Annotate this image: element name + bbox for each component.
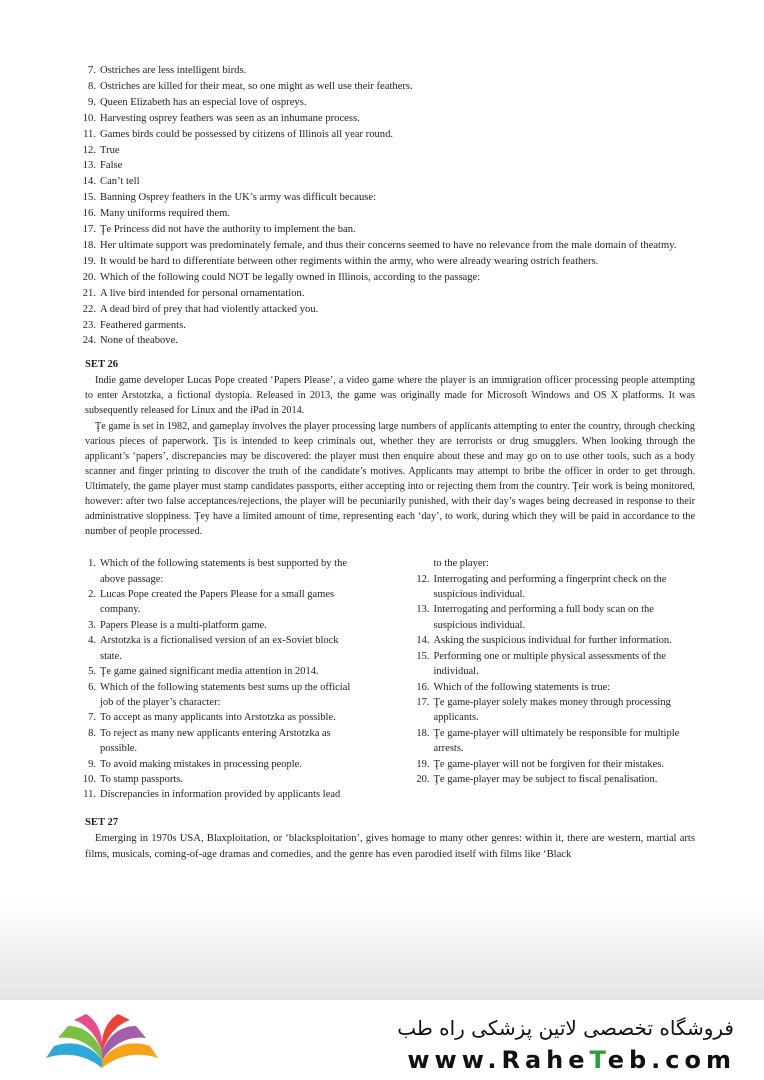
list-item [87, 618, 362, 633]
set-27-title: SET 27 [85, 816, 119, 828]
url-accent: T [589, 1046, 608, 1074]
item-number: 12. [416, 573, 430, 585]
questions-left-column [82, 556, 362, 803]
item-number: 15. [416, 650, 430, 662]
item-number: 1. [88, 558, 96, 570]
list-item [82, 158, 695, 174]
item-text: To avoid making mistakes in processing people. [100, 758, 302, 770]
set-26-paragraph-2: Ţe game is set in 1982, and gameplay involves the player processing large numbers of applicants attempting to enter the country, through checking various pieces of paperwork. Ţis is intended to keep criminals out, whether they are terrorists or drug smugglers. When looking through the applicant’s ‘papers’, discrepancies may be discovered: the player must then enquire about these and may go on to use other tools, such as a body scanner and finger printing to discover the truth of the candidate’s motives. Applicants may attempt to bribe the officer in order to get through. Ultimately, the game player must stamp candidates passports, either accepting into or rejecting them from the country. Ţeir work is being monitored, however: after two false acceptances/rejections, the player will be pecuniarily punished, with their day’s wages being decreased in response to their administrative sloppiness. Ţey have a limited amount of time, representing each ‘day’, to work, during which they will be paid in accordance to the number of people processed. [85, 420, 695, 538]
list-item [87, 556, 362, 587]
item-text: Can’t tell [100, 176, 140, 188]
list-item [416, 602, 696, 633]
continued-question-text: to the player: [433, 558, 489, 570]
item-number: 14. [82, 176, 96, 188]
list-item [82, 174, 695, 190]
item-number: 24. [82, 335, 96, 347]
list-item [82, 254, 695, 270]
list-item [416, 757, 696, 772]
item-number: 8. [88, 727, 96, 739]
list-item [82, 772, 362, 787]
item-text: A dead bird of prey that had violently attacked you. [100, 303, 319, 315]
list-item [82, 190, 695, 206]
url-part: eb.com [607, 1046, 736, 1074]
item-text: False [100, 160, 123, 172]
item-number: 15. [82, 192, 96, 204]
list-item [82, 206, 695, 222]
item-number: 19. [416, 758, 430, 770]
item-text: Ţe Princess did not have the authority to implement the ban. [100, 224, 356, 236]
item-text: Her ultimate support was predominately female, and thus their concerns seemed to have no relevance from the male domain of theatmy. [100, 239, 677, 251]
list-item [82, 238, 695, 254]
list-item [83, 787, 362, 802]
shop-name: فروشگاه تخصصی لاتین پزشکی راه طب [397, 1016, 734, 1040]
item-number: 13. [416, 604, 430, 616]
question-list-top [82, 63, 695, 349]
list-item [82, 143, 695, 159]
item-number: 12. [82, 144, 96, 156]
item-text: It would be hard to differentiate between other regiments within the army, who were already wearing ostrich feathers. [100, 255, 599, 267]
item-number: 10. [82, 112, 96, 124]
item-text: Arstotzka is a fictionalised version of an ex-Soviet block state. [100, 635, 339, 662]
set-26-paragraph-1: Indie game developer Lucas Pope created ‘Papers Please’, a video game where the player is an immigration officer processing people attempting to enter Arstotzka, a fictional dystopia. Released in 2013, the game was originally made for Microsoft Windows and OS X platforms. It was subsequently released for Linux and the iPad in 2014. [85, 375, 695, 417]
list-item [87, 587, 362, 618]
list-item [87, 680, 362, 711]
item-text: Performing one or multiple physical assessments of the individual. [433, 650, 666, 678]
item-number: 18. [416, 727, 430, 739]
item-text: None of theabove. [100, 335, 178, 347]
list-item [87, 710, 362, 725]
item-text: Interrogating and performing a full body scan on the suspicious individual. [433, 604, 654, 631]
set-26-questions [82, 556, 695, 803]
item-number: 13. [82, 160, 96, 172]
item-text: Which of the following statements best sums up the official job of the player’s character: [100, 681, 351, 708]
item-number: 23. [82, 319, 96, 331]
list-item [87, 726, 362, 757]
item-number: 17. [82, 224, 96, 236]
item-text: Ostriches are less intelligent birds. [100, 65, 247, 76]
item-number: 21. [82, 287, 96, 299]
item-text: Asking the suspicious individual for further information. [433, 635, 672, 647]
list-item [416, 572, 696, 603]
item-text: To accept as many applicants into Arstotzka as possible. [100, 712, 336, 724]
item-number: 7. [88, 65, 96, 76]
item-text: Ţe game-player will ultimately be responsible for multiple arrests. [433, 727, 680, 755]
item-number: 18. [82, 239, 96, 251]
item-number: 11. [83, 128, 96, 140]
list-item [87, 757, 362, 772]
list-item [85, 127, 695, 143]
item-number: 19. [82, 255, 96, 267]
item-text: True [100, 144, 120, 156]
item-number: 8. [88, 80, 96, 92]
item-text: Interrogating and performing a fingerprint check on the suspicious individual. [433, 573, 667, 601]
item-text: A live bird intended for personal ornamentation. [100, 287, 305, 299]
item-number: 10. [82, 773, 96, 785]
item-text: Papers Please is a multi-platform game. [100, 619, 267, 631]
item-text: Ţe game-player may be subject to fiscal penalisation. [433, 773, 658, 785]
item-text: Ostriches are killed for their meat, so one might as well use their feathers. [100, 80, 413, 92]
item-text: Which of the following statements is true: [433, 681, 611, 693]
item-text: Discrepancies in information provided by applicants lead [100, 789, 341, 801]
item-number: 2. [88, 589, 96, 601]
item-text: Queen Elizabeth has an especial love of ospreys. [100, 96, 307, 108]
list-item [416, 649, 696, 680]
item-number: 22. [82, 303, 96, 315]
item-number: 20. [82, 271, 96, 283]
list-item [87, 633, 362, 664]
item-number: 16. [416, 681, 430, 693]
item-number: 7. [88, 712, 96, 724]
item-text: Banning Osprey feathers in the UK’s army was difficult because: [100, 192, 377, 204]
item-text: To reject as many new applicants entering Arstotzka as possible. [100, 727, 331, 755]
list-item [416, 772, 696, 787]
list-item [416, 633, 696, 648]
item-number: 11. [83, 789, 96, 801]
shop-url [407, 1046, 736, 1074]
item-text: Games birds could be possessed by citizens of Illinois all year round. [100, 128, 394, 140]
list-item [82, 270, 695, 286]
url-part: www. [407, 1046, 502, 1074]
url-part: Rahe [501, 1046, 590, 1074]
item-text: Ţe game gained significant media attention in 2014. [100, 666, 319, 678]
list-item [416, 726, 696, 757]
book-logo-icon [40, 1010, 165, 1077]
item-number: 17. [416, 696, 430, 708]
list-item [82, 222, 695, 238]
item-text: Many uniforms required them. [100, 208, 231, 220]
list-item [82, 111, 695, 127]
list-item [416, 695, 696, 726]
list-item [85, 95, 695, 111]
item-text: Harvesting osprey feathers was seen as an inhumane process. [100, 112, 360, 124]
item-text: Which of the following statements is best supported by the above passage: [100, 558, 347, 585]
list-item [82, 318, 695, 334]
item-number: 14. [416, 635, 430, 647]
item-number: 16. [82, 208, 96, 220]
item-number: 6. [88, 681, 96, 693]
item-text: Lucas Pope created the Papers Please for a small games company. [100, 589, 335, 616]
item-text: Ţe game-player will not be forgiven for their mistakes. [433, 758, 664, 770]
item-text: Ţe game-player solely makes money through processing applicants. [433, 696, 671, 724]
list-item [82, 286, 695, 302]
item-text: Which of the following could NOT be legally owned in Illinois, according to the passage: [100, 271, 481, 283]
set-27-paragraph-1: Emerging in 1970s USA, Blaxploitation, or ‘blacksploitation’, gives homage to many other genres: within it, there are western, martial arts films, musicals, coming-of-age dramas and comedies, and the genre has even parodied itself with films like ‘Black [85, 832, 695, 860]
set-26-title: SET 26 [85, 359, 119, 371]
list-item [87, 664, 362, 679]
list-item [82, 333, 695, 349]
list-item [85, 79, 695, 95]
question-list-left [82, 556, 362, 803]
item-number: 20. [416, 773, 430, 785]
list-item [416, 680, 696, 695]
questions-right-column [416, 556, 696, 803]
list-item [82, 302, 695, 318]
page-content [82, 63, 695, 862]
item-number: 4. [88, 635, 96, 647]
item-text: To stamp passports. [100, 773, 183, 785]
item-number: 5. [88, 666, 96, 678]
item-number: 9. [88, 758, 96, 770]
footer-banner [0, 1000, 764, 1080]
item-number: 9. [88, 96, 96, 108]
page-bottom-shadow [0, 900, 764, 1000]
item-number: 3. [88, 619, 96, 631]
question-list-right [416, 572, 696, 788]
item-text: Feathered garments. [100, 319, 186, 331]
list-item [85, 63, 695, 79]
